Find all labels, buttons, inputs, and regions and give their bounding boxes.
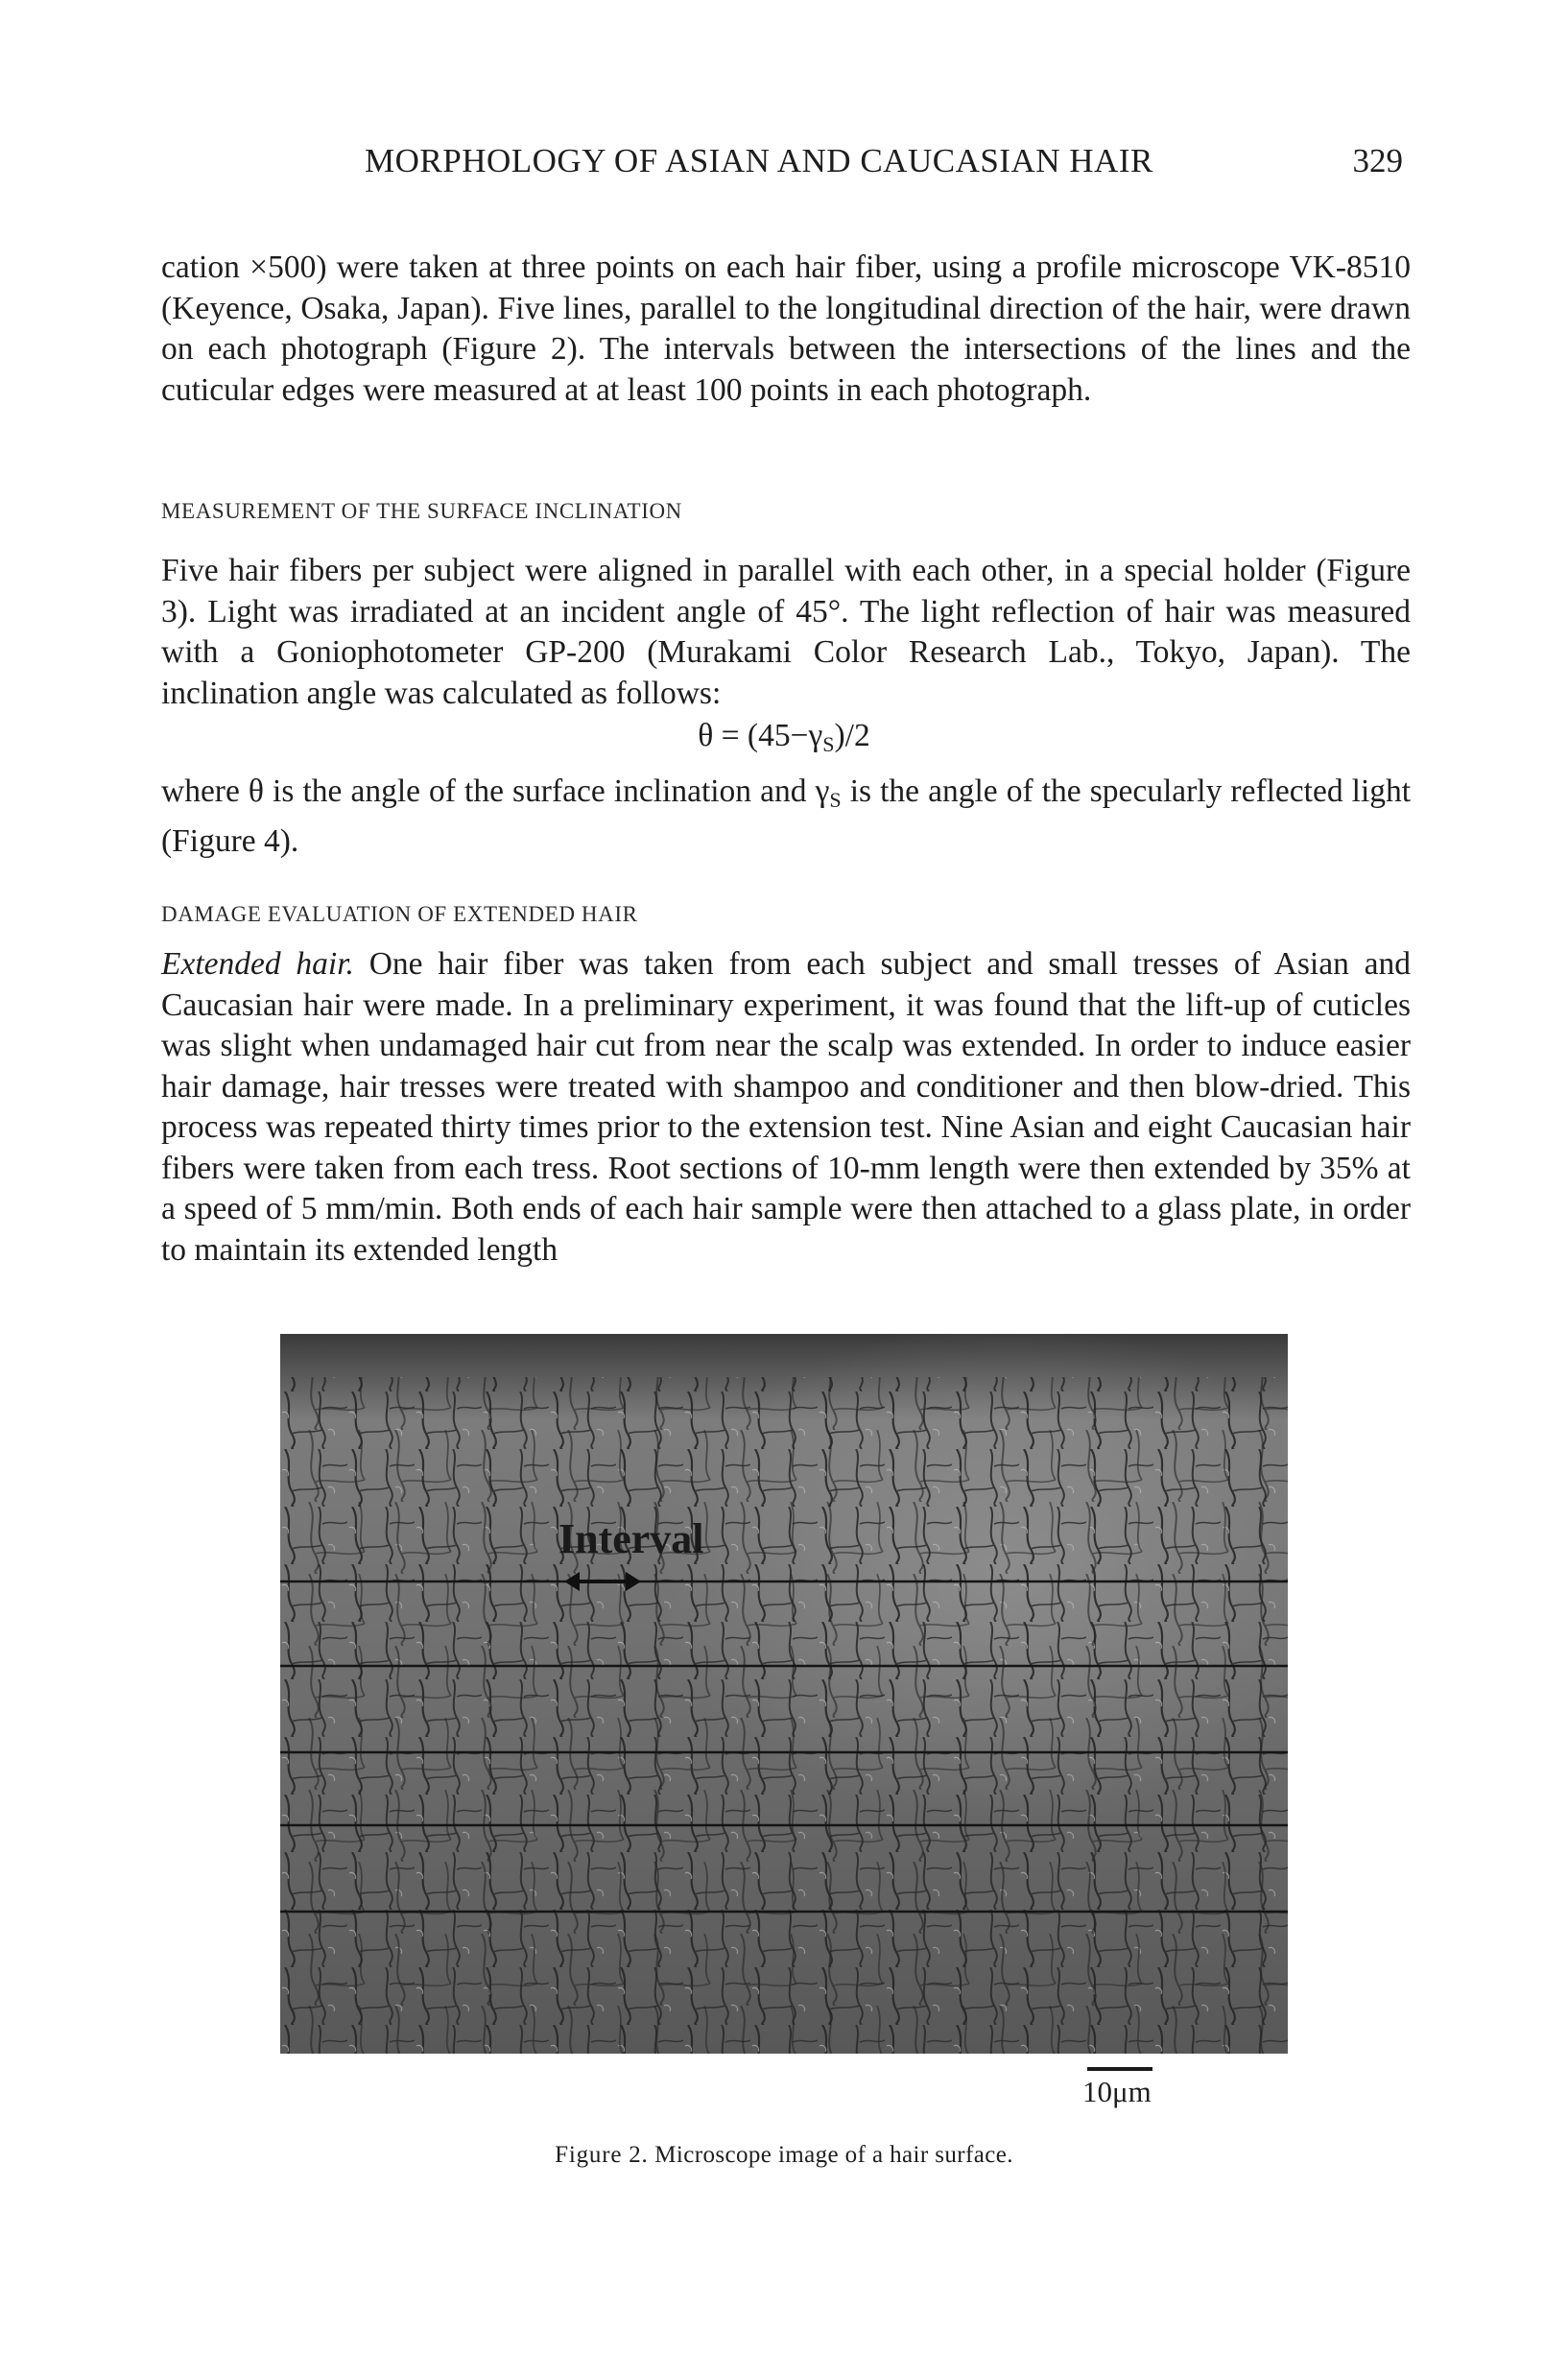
text-middle: is the angle of the surface inclination and [273, 773, 807, 809]
figure-microscope-image [280, 1334, 1288, 2054]
equation-rhs: )/2 [834, 718, 870, 753]
paragraph-surface-inclination [161, 551, 1411, 714]
paragraph-text [161, 772, 1411, 862]
section-heading-surface-inclination: MEASUREMENT OF THE SURFACE INCLINATION [161, 499, 682, 523]
caption-text: Microscope image of a hair surface. [654, 2142, 1013, 2168]
equation-lhs: θ = (45−γ [698, 718, 823, 753]
running-head [0, 142, 1568, 188]
paragraph-extended-hair [161, 944, 1411, 1271]
text-where: where [161, 773, 240, 809]
paragraph-text [161, 944, 1411, 1271]
inclination-equation [0, 718, 1568, 757]
paragraph-methods-continued [161, 248, 1411, 411]
cuticle-scale-texture-secondary [280, 1377, 1288, 2054]
scale-bar [1087, 2067, 1152, 2071]
paragraph-text: cation ×500) were taken at three points on each hair fiber, using a profile microscope VK-8510 (Keyence, Osaka, Japan). Five lines, parallel to the longitudinal direction of the hair, were drawn on each photograph (Figure 2). The intervals between the intersections of the lines and the cuticular edges were measured at at least 100 points in each photograph. [161, 250, 1411, 408]
paragraph-body: One hair fiber was taken from each subject and small tresses of Asian and Caucasian hair were made. In a preliminary experiment, it was found that the lift-up of cuticles was slight when undamaged hair cut from near the scalp was extended. In order to induce easier hair damage, hair tresses were treated with shampoo and conditioner and then blow-dried. This process was repeated thirty times prior to the extension test. Nine Asian and eight Caucasian hair fibers were taken from each tress. Root sections of 10-mm length were then extended by 35% at a speed of 5 mm/min. Both ends of each hair sample were then attached to a glass plate, in order to maintain its extended length [161, 946, 1412, 1268]
paragraph-text: Five hair fibers per subject were aligned in parallel with each other, in a special holder (Figure 3). Light was irradiated at an incident angle of 45°. The light reflection of hair was measured with a Goniophotometer GP-200 (Murakami Color Research Lab., Tokyo, Japan). The inclination angle was calculated as follows: [161, 553, 1411, 711]
microscope-image [280, 1334, 1288, 2054]
figure-caption [0, 2142, 1568, 2169]
caption-label: Figure 2. [555, 2142, 649, 2168]
equation-subscript: S [822, 732, 835, 756]
run-in-heading-extended-hair: Extended hair. [161, 946, 354, 982]
page-number: 329 [1352, 142, 1403, 179]
section-heading-damage-evaluation: DAMAGE EVALUATION OF EXTENDED HAIR [161, 902, 638, 926]
gamma-symbol: γ [815, 773, 830, 809]
interval-annotation: Interval [558, 1515, 704, 1562]
text-after: is the angle of the specularly reflected light (Figure 4). [161, 773, 1412, 859]
paragraph-equation-explanation [161, 772, 1411, 862]
theta-symbol: θ [248, 773, 264, 809]
gamma-subscript: S [829, 788, 842, 812]
running-title: MORPHOLOGY OF ASIAN AND CAUCASIAN HAIR [365, 142, 1153, 179]
scale-bar-label: 10μm [1082, 2075, 1152, 2108]
